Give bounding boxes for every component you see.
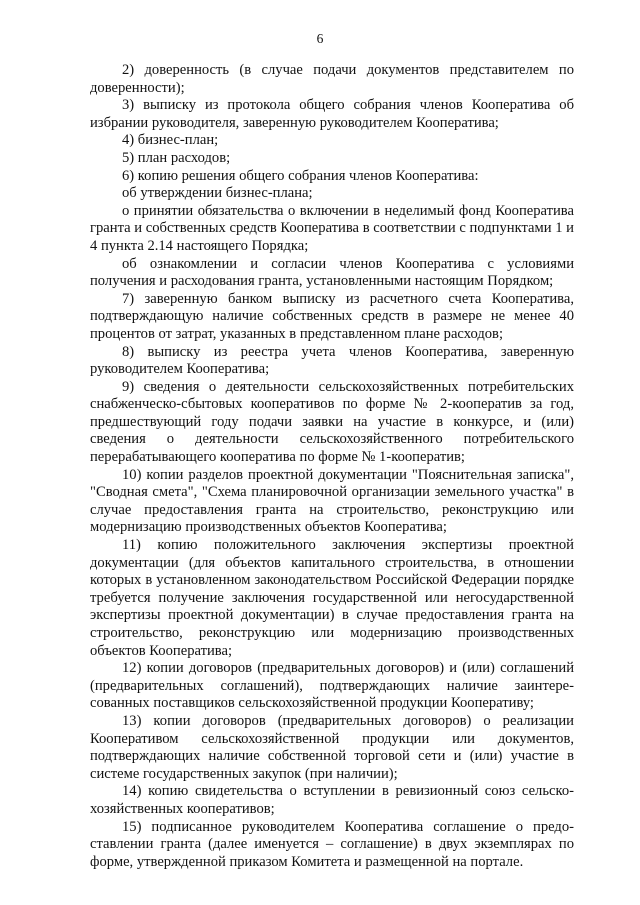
paragraph-item-2: 2) доверенность (в случае подачи документов представителем по доверенности); (90, 62, 574, 96)
paragraph-item-7: 7) заверенную банком выписку из расчетного счета Кооператива, подтверждающую наличие собственных средств в размере не менее 40 процентов от затрат, указанных в представленном плане расходов; (90, 290, 574, 342)
paragraph-item-3: 3) выписку из протокола общего собрания членов Кооператива об избрании руководителя, заверенную руководителем Кооператива; (90, 97, 574, 131)
page-number: 6 (316, 31, 324, 46)
paragraph-item-12: 12) копии договоров (предварительных договоров) и (или) соглашений (предварительных соглашений), подтверждающих наличие заинтересованных поставщиков сельскохозяйственной продукции Кооперативу; (90, 660, 574, 712)
paragraph-item-14: 14) копию свидетельства о вступлении в ревизионный союз сельскохозяйственных кооперативов; (90, 783, 574, 817)
paragraph-item-9: 9) сведения о деятельности сельскохозяйственных потребительских снабженческо-сбытовых кооперативов по форме № 2-кооператив за год, предшествующий году подачи заявки на участие в конкурсе, и (или) сведения о деятельности сельскохозяйственного потребительского перерабатывающего кооператива по форме № 1-кооператив; (90, 378, 574, 466)
paragraph-item-11: 11) копию положительного заключения экспертизы проектной документации (для объектов капитального строительства, в отношении которых в установленном законодательством Российской Федерации порядке требуется получение заключения государственной или негосударственной экспертизы проектной документации) в случае предоставления гранта на строительство, реконструкцию или модернизацию производственных объектов Кооператива; (90, 537, 574, 659)
paragraph-item-15: 15) подписанное руководителем Кооператива соглашение о предоставлении гранта (далее именуется – соглашение) в двух экземплярах по форме, утвержденной приказом Комитета и размещенной на портале. (90, 818, 574, 870)
paragraph-item-4: 4) бизнес-план; (122, 132, 219, 149)
paragraph-item-8: 8) выписку из реестра учета членов Кооператива, заверенную руководителем Кооператива; (90, 343, 574, 378)
document-body (90, 62, 574, 871)
paragraph-item-6-sub-3: об ознакомлении и согласии членов Кооператива с условиями получения и расходования гранта, установленными настоящим Порядком; (90, 255, 574, 290)
paragraph-item-6-sub-1: об утверждении бизнес-плана; (122, 185, 313, 202)
paragraph-item-6: 6) копию решения общего собрания членов Кооператива: (122, 167, 479, 184)
paragraph-item-5: 5) план расходов; (122, 149, 231, 166)
paragraph-item-13: 13) копии договоров (предварительных договоров) о реализации Кооперативом сельскохозяйственной продукции или документов, подтверждающих наличие собственной торговой сети и (или) участие в системе государственных закупок (при наличии); (90, 712, 574, 782)
paragraph-item-6-sub-2: о принятии обязательства о включении в неделимый фонд Кооператива гранта и собственных средств Кооператива в соответствии с подпунктами 1 и 4 пункта 2.14 настоящего Порядка; (90, 202, 574, 254)
paragraph-item-10: 10) копии разделов проектной документации "Пояснительная записка", "Сводная смета", "Схема планировочной организации земельного участка" в случае предоставления гранта на строительство, реконструкцию или модернизацию производственных объектов Кооператива; (90, 466, 574, 536)
